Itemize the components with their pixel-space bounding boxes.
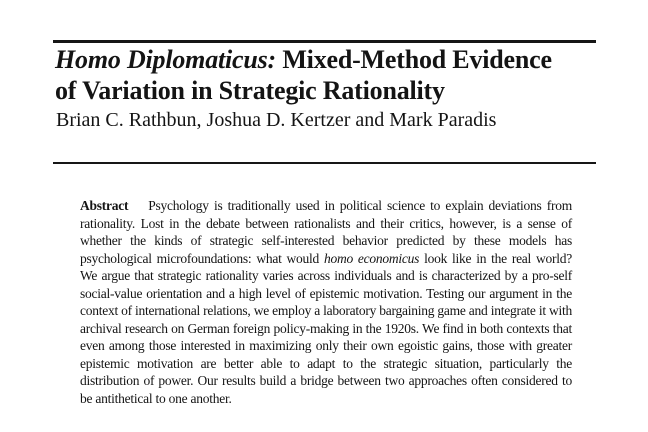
title-line-2: of Variation in Strategic Rationality <box>55 76 445 105</box>
abstract-label: Abstract <box>80 198 129 213</box>
abstract-paragraph <box>80 197 572 407</box>
abstract-text-before-italic: Psychology is traditionally used in political science to explain deviations from rationality. Lost in the debate between rationalists and their critics, however, is a sense of whether the kinds of strategic self-interested behavior predicted by these models has psychological microfoundations: what would <box>80 198 572 266</box>
title-line-1-rest: Mixed-Method Evidence <box>276 45 552 74</box>
title-italic-phrase: Homo Diplomaticus: <box>55 45 277 74</box>
title-top-rule <box>53 40 596 43</box>
abstract-italic-phrase: homo economicus <box>323 250 420 266</box>
authors-bottom-rule <box>53 162 596 164</box>
abstract-text-after-italic: look like in the real world? We argue that strategic rationality varies across individuals and is characterized by a pro-self social-value orientation and a high level of epistemic motivation. Testing our argument in the context of international relations, we employ a laboratory bargaining game and integrate it with archival research on German foreign policy-making in the 1920s. We find in both contexts that even among those interested in maximizing only their own egoistic gains, those with greater epistemic motivation are better able to adapt to the strategic situation, particularly the distribution of power. Our results build a bridge between two approaches often considered to be antithetical to one another. <box>80 250 572 406</box>
paper-title <box>55 44 635 106</box>
title-line-1 <box>55 44 635 75</box>
authors-line: Brian C. Rathbun, Joshua D. Kertzer and Mark Paradis <box>56 109 497 131</box>
